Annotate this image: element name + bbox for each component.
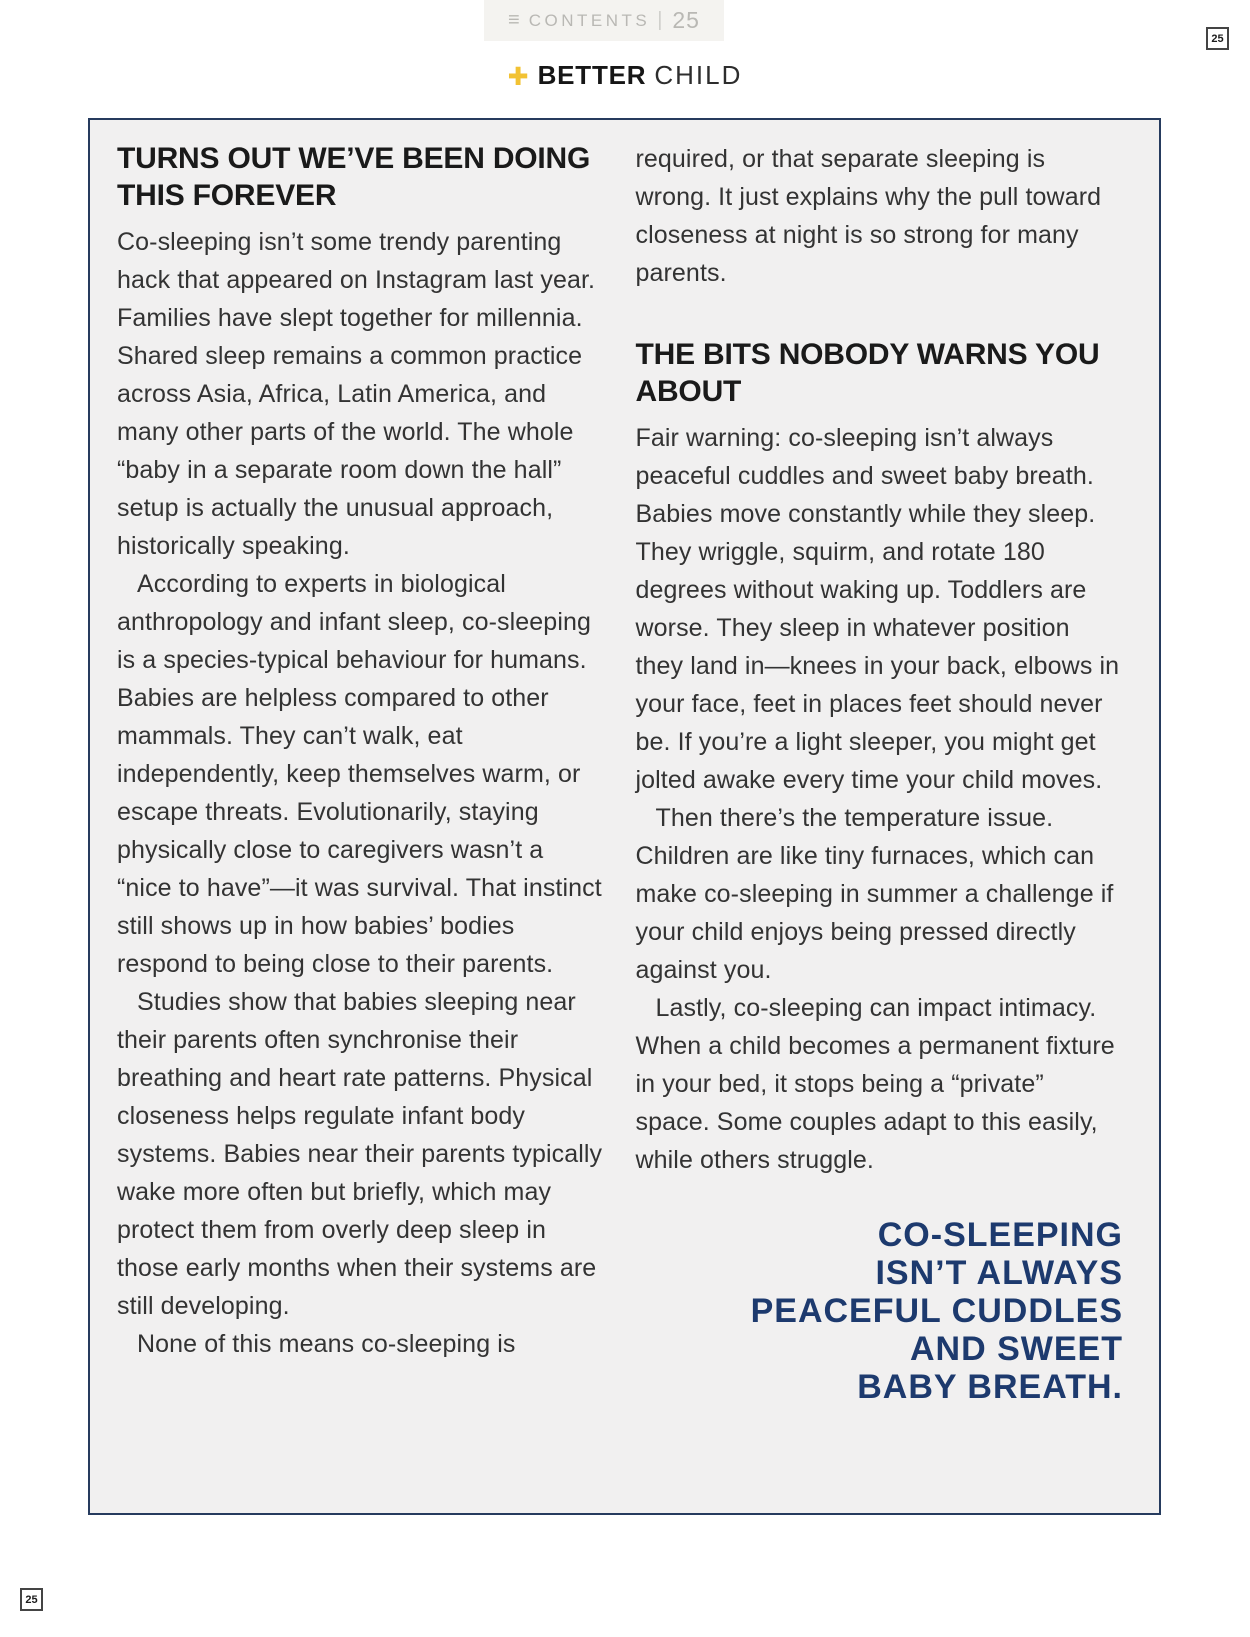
brand-name-bold: BETTER <box>537 60 647 90</box>
article-container <box>88 118 1161 1515</box>
brand-name-light: CHILD <box>654 60 743 90</box>
contents-label: CONTENTS <box>528 10 651 30</box>
pull-quote-line: CO-SLEEPING <box>877 1216 1123 1254</box>
pull-quote-line: PEACEFUL CUDDLES <box>750 1292 1123 1330</box>
paragraph: Co-sleeping isn’t some trendy parenting hack that appeared on Instagram last year. Families have slept together for millennia. Shared sleep remains a common practice across Asia, Africa, Latin America, and many other parts of the world. The whole “baby in a separate room down the hall” setup is actually the unusual approach, historically speaking. <box>117 228 596 560</box>
paragraph: Then there’s the temperature issue. Children are like tiny furnaces, which can make co-sleeping in summer a challenge if your child enjoys being pressed directly against you. <box>635 804 1114 984</box>
pull-quote <box>636 1216 1124 1406</box>
pull-quote-line: ISN’T ALWAYS <box>875 1254 1123 1292</box>
paragraph: required, or that separate sleeping is wrong. It just explains why the pull toward closeness at night is so strong for many parents. <box>635 145 1102 287</box>
menu-icon: ≡ <box>508 9 520 31</box>
pull-quote-line: AND SWEET <box>910 1330 1123 1368</box>
contents-page-number: 25 <box>672 7 700 33</box>
paragraph: Studies show that babies sleeping near their parents often synchronise their breathing and heart rate patterns. Physical closeness helps regulate infant body systems. Babies near their parents typically wake more often but briefly, which may protect them from overly deep sleep in those early months when their systems are still developing. <box>117 988 603 1320</box>
plus-icon: ✚ <box>507 63 529 91</box>
pull-quote-line: BABY BREATH. <box>857 1368 1123 1406</box>
contents-divider: | <box>657 9 663 31</box>
paragraph: None of this means co-sleeping is <box>137 1330 516 1358</box>
article-left-column <box>117 140 605 1513</box>
paragraph: According to experts in biological anthropology and infant sleep, co-sleeping is a species-typical behaviour for humans. Babies are helpless compared to other mammals. They can’t walk, eat independently, keep themselves warm, or escape threats. Evolutionarily, staying physically close to caregivers wasn’t a “nice to have”—it was survival. That instinct still shows up in how babies’ bodies respond to being close to their parents. <box>117 570 602 978</box>
section-heading-doing-this-forever: TURNS OUT WE’VE BEEN DOING THIS FOREVER <box>117 142 591 212</box>
paragraph: Fair warning: co-sleeping isn’t always peaceful cuddles and sweet baby breath. Babies move constantly while they sleep. They wriggle, squirm, and rotate 180 degrees without waking up. Toddlers are worse. They sleep in whatever position they land in—knees in your back, elbows in your face, feet in places feet should never be. If you’re a light sleeper, you might get jolted awake every time your child moves. <box>635 424 1120 794</box>
page-number-badge-top: 25 <box>1206 27 1229 50</box>
section-heading-bits-nobody-warns: THE BITS NOBODY WARNS YOU ABOUT <box>635 338 1100 408</box>
article-right-column <box>636 140 1124 1513</box>
paragraph: Lastly, co-sleeping can impact intimacy. When a child becomes a permanent fixture in your bed, it stops being a “private” space. Some couples adapt to this easily, while others struggle. <box>635 994 1115 1174</box>
page-number-badge-bottom: 25 <box>20 1588 43 1611</box>
brand-logo <box>0 58 1250 94</box>
contents-button[interactable] <box>484 0 724 41</box>
